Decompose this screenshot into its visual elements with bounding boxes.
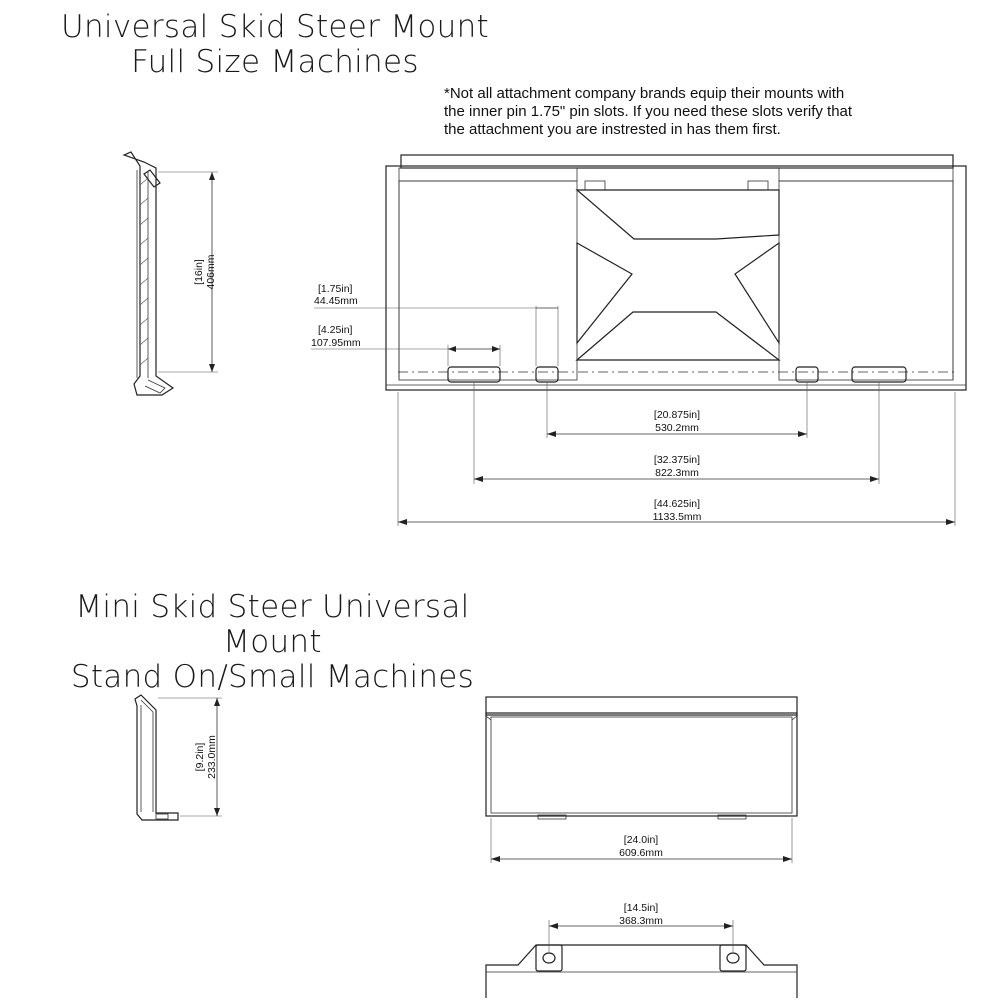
mini-width-in: 24.0in	[626, 834, 656, 846]
mini-height-mm: 233.0mm	[206, 735, 218, 779]
svg-text:[24.0in]: [24.0in]	[623, 834, 659, 846]
mini-front-view	[486, 697, 797, 863]
mini-title-line1: Mini Skid Steer Universal Mount	[75, 589, 470, 660]
note-line3: the attachment you are instrested in has them first.	[444, 121, 781, 138]
mini-bottom-plate	[486, 902, 797, 998]
pin-spacing-mm: 368.3mm	[619, 915, 663, 927]
svg-text:[44.625in]: [44.625in]	[653, 498, 701, 510]
outer-slot-spacing-mm: 822.3mm	[655, 467, 699, 479]
inner-slot-spacing-in: 20.875in	[656, 409, 698, 421]
full-size-title-line2: Full Size Machines	[131, 44, 419, 80]
overall-width-mm: 1133.5mm	[652, 511, 702, 523]
full-height-mm: 406mm	[205, 254, 217, 290]
svg-text:[32.375in]: [32.375in]	[653, 454, 701, 466]
full-height-in: 16in	[193, 262, 205, 282]
slot-width-in: 1.75in	[320, 283, 350, 295]
mini-side-profile	[135, 695, 222, 820]
mini-width-mm: 609.6mm	[619, 847, 663, 859]
wide-slot-mm: 107.95mm	[311, 337, 361, 349]
mini-height-in: 9.2in	[194, 745, 206, 769]
slot-width-mm: 44.45mm	[314, 295, 358, 307]
full-front-view	[311, 155, 966, 526]
note-line2: the inner pin 1.75" pin slots. If you need these slots verify that	[444, 103, 853, 120]
full-side-profile	[124, 152, 218, 395]
inner-slot-spacing-mm: 530.2mm	[655, 422, 699, 434]
full-size-title-line1: Universal Skid Steer Mount	[60, 9, 490, 45]
svg-text:[14.5in]: [14.5in]	[623, 902, 659, 914]
wide-slot-in: 4.25in	[320, 324, 350, 336]
svg-text:[20.875in]: [20.875in]	[653, 409, 701, 421]
svg-text:[4.25in]: [4.25in]	[318, 324, 353, 336]
pin-spacing-in: 14.5in	[626, 902, 656, 914]
svg-text:[1.75in]: [1.75in]	[318, 283, 353, 295]
svg-text:[16in]: [16in]	[193, 259, 205, 285]
note-line1: *Not all attachment company brands equip their mounts with	[444, 85, 845, 102]
svg-text:[9.2in]: [9.2in]	[194, 742, 206, 772]
outer-slot-spacing-in: 32.375in	[656, 454, 698, 466]
overall-width-in: 44.625in	[656, 498, 698, 510]
mini-title-line2: Stand On/Small Machines	[70, 659, 475, 695]
